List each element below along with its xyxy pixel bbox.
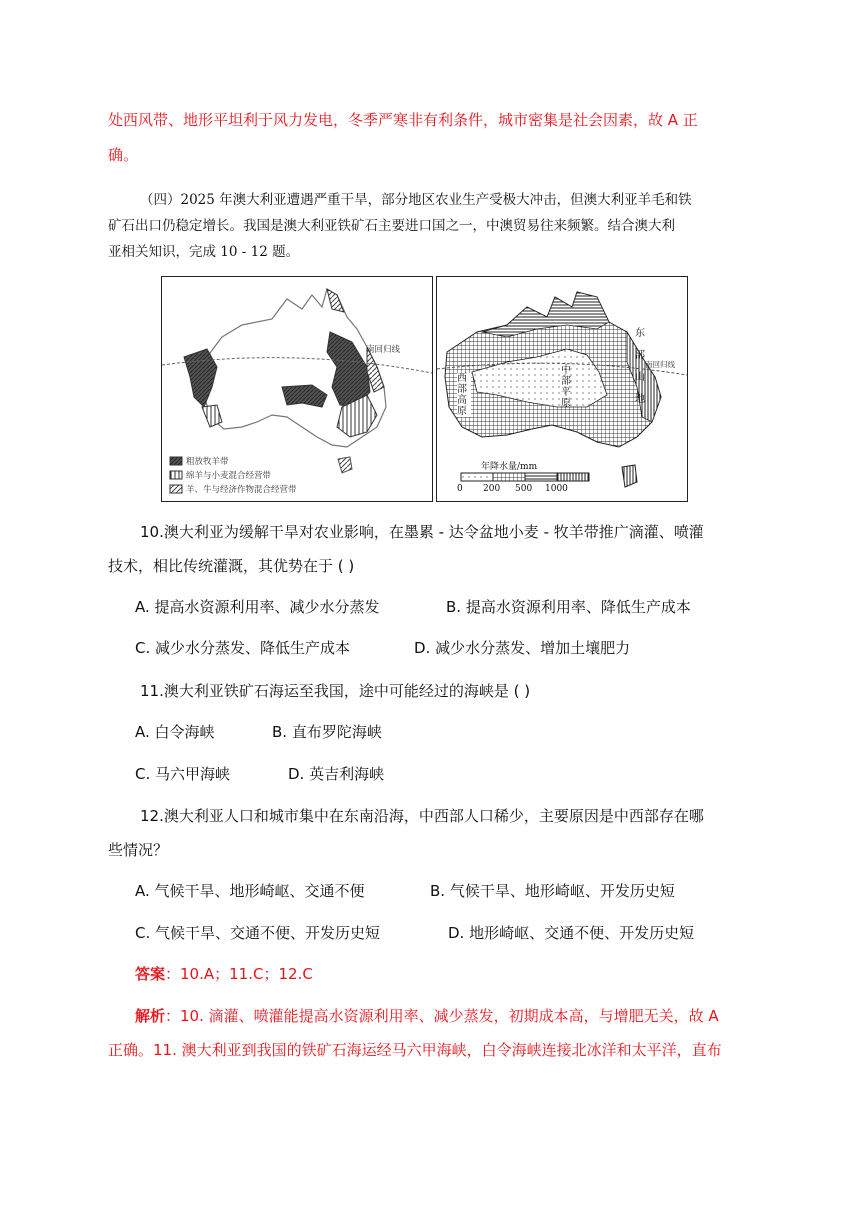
region-west-char-1: 西	[457, 373, 467, 384]
rain-tick-1000: 1000	[545, 484, 568, 494]
region-east-char-1: 东	[635, 328, 645, 339]
region-east-char-3: 山	[635, 372, 645, 383]
q10-option-b: B. 提高水资源利用率、降低生产成本	[446, 598, 691, 616]
intro-line1: （四）2025 年澳大利亚遭遇严重干旱，部分地区农业生产受极大冲击，但澳大利亚羊毛和铁	[140, 192, 692, 208]
q12-option-a: A. 气候干旱、地形崎岖、交通不便	[135, 882, 365, 900]
analysis-line1	[135, 1006, 719, 1026]
analysis-text1: ：10. 滴灌、喷灌能提高水资源利用率、减少蒸发，初期成本高，与增肥无关，故 A	[165, 1007, 719, 1025]
answer-label: 答案	[135, 965, 166, 983]
rain-swatch-0-200	[461, 473, 493, 481]
q12-stem-line1: 12.澳大利亚人口和城市集中在东南沿海，中西部人口稀少，主要原因是中西部存在哪	[140, 807, 704, 825]
q12-option-c: C. 气候干旱、交通不便、开发历史短	[135, 924, 381, 942]
q11-stem-line1: 11.澳大利亚铁矿石海运至我国，途中可能经过的海峡是 ( )	[140, 682, 531, 700]
legend-swatch-coarse-sheep	[170, 457, 182, 465]
q11-option-d: D. 英吉利海峡	[288, 765, 385, 783]
q12-option-d: D. 地形崎岖、交通不便、开发历史短	[448, 924, 695, 942]
region-east-char-4: 地	[635, 394, 645, 405]
rainfall-terrain-map	[436, 276, 688, 502]
region-label-central	[561, 365, 575, 409]
q11-option-a: A. 白令海峡	[135, 723, 215, 741]
rain-tick-500: 500	[515, 484, 533, 494]
q11-option-b: B. 直布罗陀海峡	[272, 723, 382, 741]
region-west-char-2: 部	[457, 384, 467, 395]
q11-option-c: C. 马六甲海峡	[135, 765, 231, 783]
right-tasmania-shape	[622, 465, 637, 487]
rain-swatch-over-1000	[557, 473, 589, 481]
right-tropic-label: 南回归线	[645, 360, 675, 369]
agriculture-map	[161, 276, 433, 502]
rain-tick-0: 0	[457, 484, 463, 494]
carryover-text-line1: 处西风带、地形平坦利于风力发电，冬季严寒非有利条件，城市密集是社会因素，故 A 正	[108, 111, 698, 129]
left-tropic-label: 南回归线	[366, 345, 401, 355]
region-central-char-3: 平	[561, 387, 571, 398]
agriculture-map-graphic	[162, 277, 432, 501]
q12-stem-line2: 些情况？	[108, 841, 169, 859]
rain-swatch-500-1000	[525, 473, 557, 481]
q12-option-b: B. 气候干旱、地形崎岖、开发历史短	[430, 882, 675, 900]
region-east-char-2: 部	[635, 350, 645, 361]
region-west-char-3: 高	[457, 395, 467, 406]
region-central-char-2: 部	[561, 376, 571, 387]
carryover-text-line2: 确。	[108, 146, 139, 164]
rain-tick-200: 200	[483, 484, 501, 494]
q10-stem-line2: 技术，相比传统灌溉，其优势在于 ( )	[108, 557, 355, 575]
legend-label-coarse-sheep: 粗放牧羊带	[186, 457, 229, 467]
answer-line	[135, 964, 313, 984]
q10-option-c: C. 减少水分蒸发、降低生产成本	[135, 639, 351, 657]
intro-line3: 亚相关知识，完成 10 - 12 题。	[108, 244, 300, 260]
legend-label-mixed: 羊、牛与经济作物混合经营带	[186, 485, 297, 495]
q10-option-a: A. 提高水资源利用率、减少水分蒸发	[135, 598, 380, 616]
analysis-line2: 正确。11. 澳大利亚到我国的铁矿石海运经马六甲海峡，白令海峡连接北冰洋和太平洋，直布	[108, 1041, 722, 1059]
rain-legend-title: 年降水量/mm	[481, 462, 538, 472]
analysis-label: 解析	[135, 1007, 166, 1025]
q10-stem-line1: 10.澳大利亚为缓解干旱对农业影响，在墨累 - 达令盆地小麦 - 牧羊带推广滴灌、喷灌	[140, 523, 704, 541]
q10-option-d: D. 减少水分蒸发、增加土壤肥力	[414, 639, 631, 657]
region-central-char-4: 原	[561, 398, 571, 409]
answer-text: ：10.A；11.C；12.C	[165, 965, 313, 983]
legend-swatch-mixed	[170, 485, 182, 493]
region-label-west	[457, 373, 471, 417]
legend-label-wheat-sheep: 绵羊与小麦混合经营带	[186, 471, 272, 481]
rain-swatch-200-500	[493, 473, 525, 481]
region-west-char-4: 原	[457, 406, 467, 417]
intro-line2: 矿石出口仍稳定增长。我国是澳大利亚铁矿石主要进口国之一，中澳贸易往来频繁。结合澳大利	[108, 218, 675, 234]
region-central-char-1: 中	[561, 365, 571, 376]
left-tasmania-shape	[338, 457, 352, 473]
legend-swatch-wheat-sheep	[170, 471, 182, 479]
